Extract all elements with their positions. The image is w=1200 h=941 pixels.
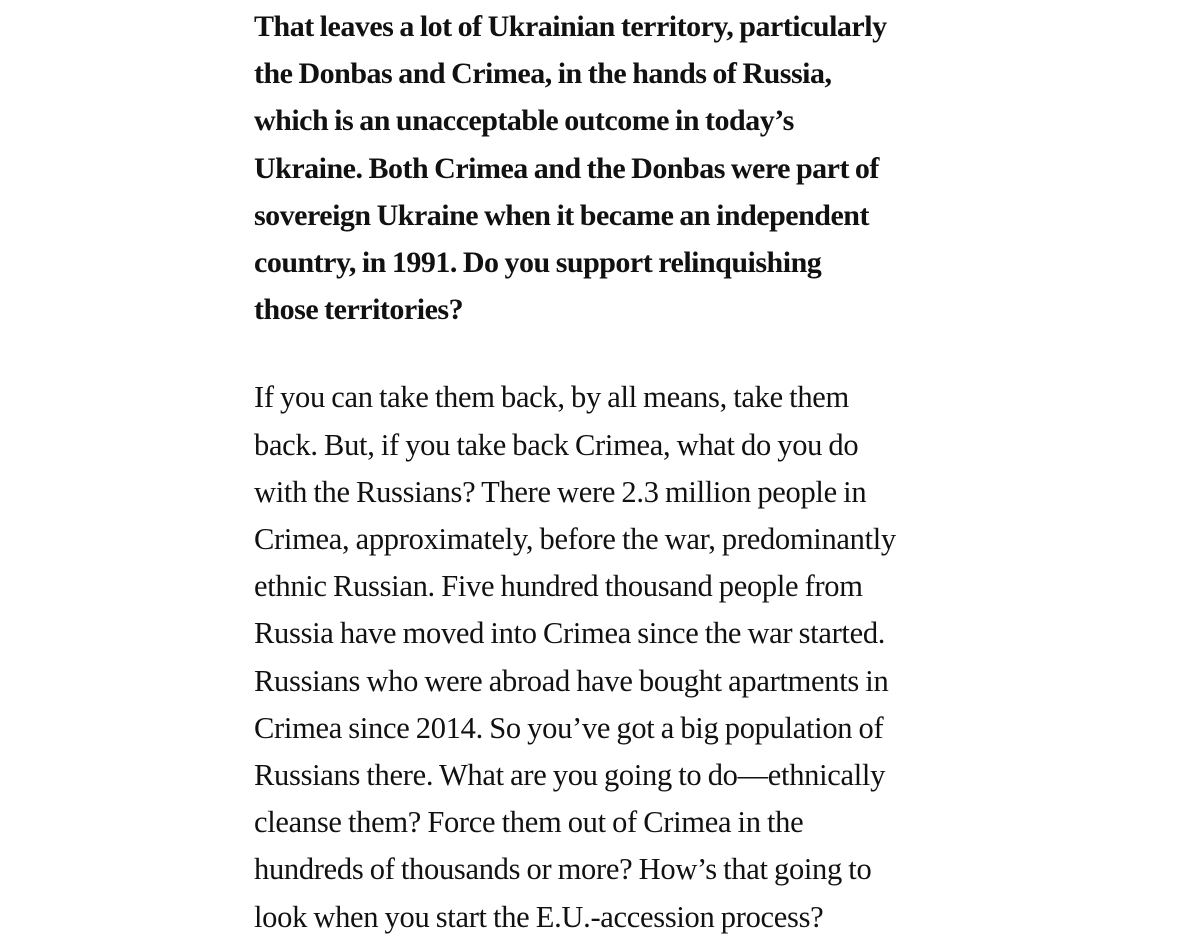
- answer-line: ethnic Russian. Five hundred thousand people from: [254, 569, 863, 604]
- question-line: country, in 1991. Do you support relinquishing: [254, 246, 822, 280]
- question-line: That leaves a lot of Ukrainian territory, particularly: [254, 10, 887, 43]
- answer-line: back. But, if you take back Crimea, what do you do: [254, 427, 859, 462]
- answer-line: Russia have moved into Crimea since the war started.: [254, 616, 886, 651]
- question-line: the Donbas and Crimea, in the hands of Russia,: [254, 57, 832, 91]
- question-line: Ukraine. Both Crimea and the Donbas were part of: [254, 151, 879, 185]
- question-line: those territories?: [254, 293, 464, 327]
- answer-line: hundreds of thousands or more? How’s that going to: [254, 852, 872, 887]
- interview-question: [254, 3, 944, 333]
- article-body: [254, 0, 944, 941]
- answer-line: If you can take them back, by all means, take them: [254, 380, 849, 415]
- question-line: sovereign Ukraine when it became an independent: [254, 198, 869, 232]
- answer-line: with the Russians? There were 2.3 million people in: [254, 474, 867, 509]
- question-line: which is an unacceptable outcome in today’s: [254, 104, 794, 138]
- interview-answer: [254, 374, 944, 940]
- answer-line: cleanse them? Force them out of Crimea in the: [254, 805, 804, 840]
- answer-line: Russians there. What are you going to do—ethnically: [254, 758, 886, 793]
- answer-line: look when you start the E.U.-accession process?: [254, 899, 824, 934]
- answer-line: Crimea since 2014. So you’ve got a big population of: [254, 710, 884, 745]
- answer-line: Russians who were abroad have bought apartments in: [254, 663, 889, 698]
- answer-line: Crimea, approximately, before the war, predominantly: [254, 522, 896, 557]
